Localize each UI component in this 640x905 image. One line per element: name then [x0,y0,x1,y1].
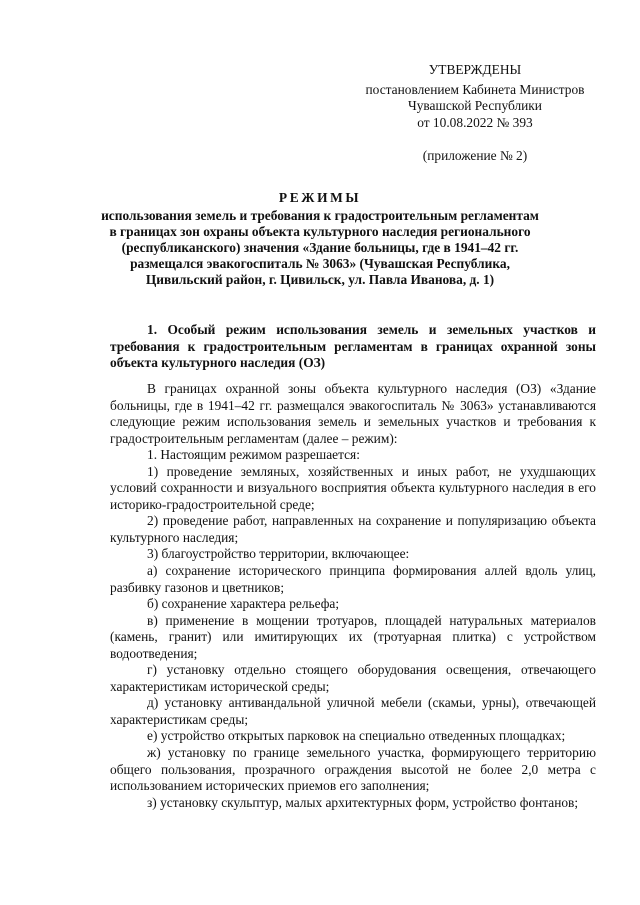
approval-date-number: от 10.08.2022 № 393 [417,114,533,130]
appendix-label: (приложение № 2) [422,148,528,164]
document-body [110,381,596,811]
paragraph: 2) проведение работ, направленных на сохранение и популяризацию объекта культурного наследия; [110,513,596,545]
title-line: в границах зон охраны объекта культурного наследия регионального [109,224,531,239]
title-heading: РЕЖИМЫ [278,190,362,205]
document-title [100,190,540,288]
paragraph: 1) проведение земляных, хозяйственных и иных работ, не ухудшающих условий сохранности и визуального восприятия объекта культурного наследия в его историко-градостроительной среде; [110,463,596,512]
approval-status: УТВЕРЖДЕНЫ [428,62,522,77]
title-line: (республиканского) значения «Здание больницы, где в 1941–42 гг. [121,240,519,255]
paragraph: в) применение в мощении тротуаров, площадей натуральных материалов (камень, гранит) или имитирующих их (тротуарная плитка) с устройством водоотведения; [110,612,596,661]
title-line: Цивильский район, г. Цивильск, ул. Павла Иванова, д. 1) [145,272,495,287]
paragraph: д) установку антивандальной уличной мебели (скамьи, урны), отвечающей характеристикам среды; [110,695,596,727]
section-heading: 1. Особый режим использования земель и земельных участков и требования к градостроительным регламентам в границах охранной зоны объекта культурного наследия (ОЗ) [110,322,596,370]
paragraph: б) сохранение характера рельефа; [147,596,340,612]
paragraph: ж) установку по границе земельного участка, формирующего территорию общего пользования, прозрачного ограждения высотой не более 2,0 метра с использованием исторических приемов его заполнения; [110,745,596,794]
approval-region: Чувашской Республики [408,98,542,114]
approval-authority: постановлением Кабинета Министров [365,81,585,97]
title-line: использования земель и требования к градостроительным регламентам [101,208,539,223]
paragraph: е) устройство открытых парковок на специально отведенных площадках; [147,728,566,744]
paragraph: з) установку скульптур, малых архитектурных форм, устройство фонтанов; [147,794,579,810]
approval-block [350,62,600,165]
paragraph: а) сохранение исторического принципа формирования аллей вдоль улиц, разбивку газонов и цветников; [110,563,596,595]
paragraph: 1. Настоящим режимом разрешается: [147,447,360,463]
paragraph: 3) благоустройство территории, включающее: [147,546,410,562]
title-line: размещался эвакогоспиталь № 3063» (Чувашская Республика, [130,256,510,271]
paragraph: г) установку отдельно стоящего оборудования освещения, отвечающего характеристикам исторической среды; [110,662,596,694]
paragraph: В границах охранной зоны объекта культурного наследия (ОЗ) «Здание больницы, где в 1941–42 гг. размещался эвакогоспиталь № 3063» устанавливаются следующие режим использования земель и земельных участков и требования к градостроительным регламентам (далее – режим): [110,381,596,446]
